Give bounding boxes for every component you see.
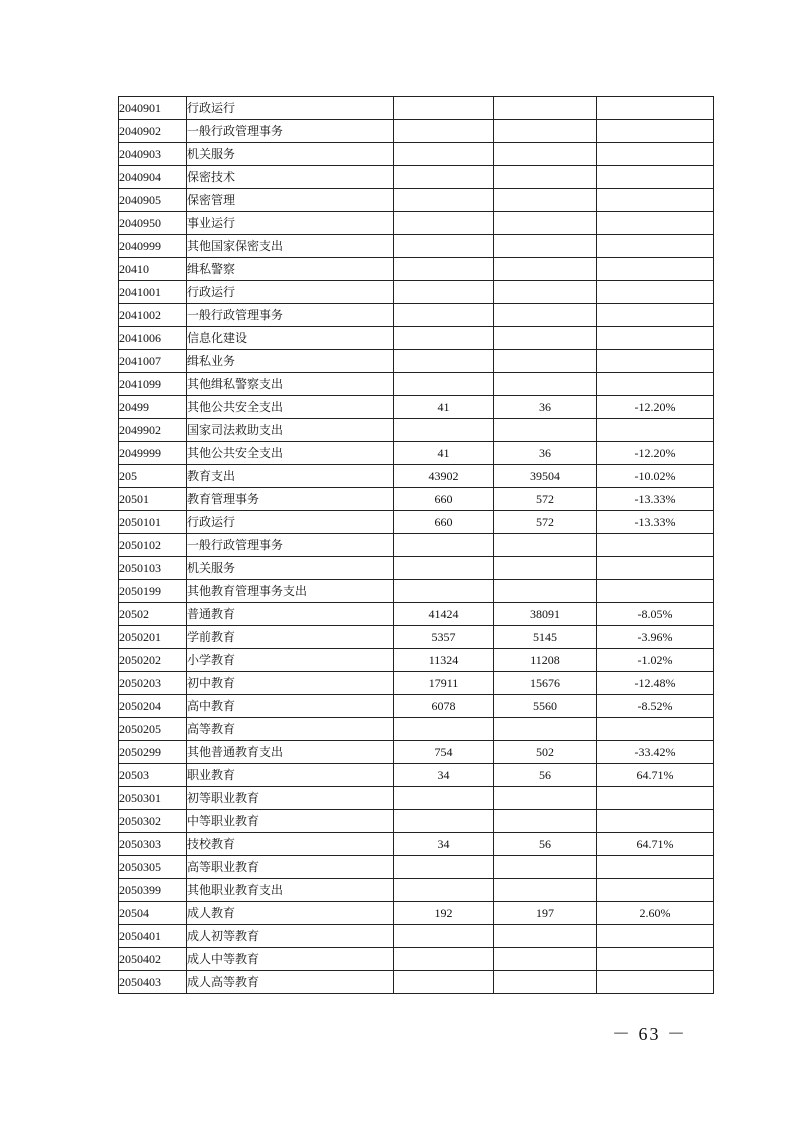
row-value-curr: 5145 xyxy=(494,626,597,649)
row-name: 行政运行 xyxy=(187,281,394,304)
row-change-pct xyxy=(597,373,714,396)
row-value-prev: 41424 xyxy=(394,603,494,626)
row-value-prev xyxy=(394,120,494,143)
row-code: 2050399 xyxy=(119,879,187,902)
row-value-prev xyxy=(394,971,494,994)
row-value-curr: 502 xyxy=(494,741,597,764)
table-row xyxy=(119,603,714,626)
row-name: 保密管理 xyxy=(187,189,394,212)
row-change-pct xyxy=(597,235,714,258)
row-code: 2050103 xyxy=(119,557,187,580)
table-row xyxy=(119,856,714,879)
table-row xyxy=(119,373,714,396)
table-row xyxy=(119,258,714,281)
table-row xyxy=(119,833,714,856)
table-row xyxy=(119,350,714,373)
row-value-curr xyxy=(494,810,597,833)
row-value-curr: 39504 xyxy=(494,465,597,488)
row-code: 20504 xyxy=(119,902,187,925)
row-name: 成人中等教育 xyxy=(187,948,394,971)
row-value-prev xyxy=(394,304,494,327)
row-change-pct xyxy=(597,925,714,948)
row-name: 一般行政管理事务 xyxy=(187,120,394,143)
row-value-curr: 56 xyxy=(494,833,597,856)
row-value-prev: 660 xyxy=(394,488,494,511)
row-code: 205 xyxy=(119,465,187,488)
page-number: － 63 － xyxy=(612,1024,687,1044)
row-name: 国家司法救助支出 xyxy=(187,419,394,442)
table-row xyxy=(119,649,714,672)
table-row xyxy=(119,120,714,143)
row-name: 初中教育 xyxy=(187,672,394,695)
row-code: 2049902 xyxy=(119,419,187,442)
row-change-pct xyxy=(597,787,714,810)
row-change-pct xyxy=(597,971,714,994)
row-change-pct xyxy=(597,97,714,120)
table-row xyxy=(119,465,714,488)
row-value-prev: 192 xyxy=(394,902,494,925)
row-value-prev: 41 xyxy=(394,442,494,465)
row-code: 20499 xyxy=(119,396,187,419)
table-row xyxy=(119,626,714,649)
row-change-pct xyxy=(597,212,714,235)
row-value-curr xyxy=(494,580,597,603)
table-row xyxy=(119,787,714,810)
row-value-prev xyxy=(394,258,494,281)
table-row xyxy=(119,879,714,902)
row-code: 2050299 xyxy=(119,741,187,764)
row-code: 2050403 xyxy=(119,971,187,994)
row-change-pct xyxy=(597,350,714,373)
row-value-prev: 17911 xyxy=(394,672,494,695)
row-code: 20410 xyxy=(119,258,187,281)
row-value-prev: 754 xyxy=(394,741,494,764)
row-name: 其他公共安全支出 xyxy=(187,396,394,419)
row-value-curr: 197 xyxy=(494,902,597,925)
table-row xyxy=(119,143,714,166)
row-value-prev: 660 xyxy=(394,511,494,534)
row-code: 2050205 xyxy=(119,718,187,741)
row-value-curr xyxy=(494,120,597,143)
table-row xyxy=(119,419,714,442)
row-change-pct: -13.33% xyxy=(597,511,714,534)
row-name: 一般行政管理事务 xyxy=(187,534,394,557)
row-code: 2050204 xyxy=(119,695,187,718)
row-value-prev: 5357 xyxy=(394,626,494,649)
row-code: 2050401 xyxy=(119,925,187,948)
row-value-curr: 572 xyxy=(494,511,597,534)
row-name: 高等教育 xyxy=(187,718,394,741)
row-code: 2041007 xyxy=(119,350,187,373)
row-change-pct: -12.48% xyxy=(597,672,714,695)
row-change-pct xyxy=(597,948,714,971)
row-code: 2050302 xyxy=(119,810,187,833)
row-name: 成人初等教育 xyxy=(187,925,394,948)
table-row xyxy=(119,971,714,994)
row-code: 2050203 xyxy=(119,672,187,695)
row-value-curr: 15676 xyxy=(494,672,597,695)
table-row xyxy=(119,166,714,189)
row-value-prev xyxy=(394,327,494,350)
row-value-prev xyxy=(394,718,494,741)
table-row xyxy=(119,741,714,764)
row-change-pct: -33.42% xyxy=(597,741,714,764)
row-change-pct: 2.60% xyxy=(597,902,714,925)
row-value-prev xyxy=(394,235,494,258)
row-value-curr xyxy=(494,350,597,373)
row-value-curr xyxy=(494,419,597,442)
row-code: 20502 xyxy=(119,603,187,626)
row-name: 中等职业教育 xyxy=(187,810,394,833)
row-name: 教育支出 xyxy=(187,465,394,488)
row-code: 2041001 xyxy=(119,281,187,304)
row-change-pct: -8.52% xyxy=(597,695,714,718)
row-name: 高中教育 xyxy=(187,695,394,718)
row-change-pct xyxy=(597,718,714,741)
row-name: 其他公共安全支出 xyxy=(187,442,394,465)
row-code: 2040901 xyxy=(119,97,187,120)
row-value-prev xyxy=(394,879,494,902)
row-name: 行政运行 xyxy=(187,511,394,534)
table-row xyxy=(119,442,714,465)
table-row xyxy=(119,672,714,695)
row-value-curr xyxy=(494,787,597,810)
table-row xyxy=(119,396,714,419)
table-row xyxy=(119,764,714,787)
row-change-pct: -12.20% xyxy=(597,442,714,465)
row-value-curr xyxy=(494,235,597,258)
table-row xyxy=(119,304,714,327)
row-name: 初等职业教育 xyxy=(187,787,394,810)
table-row xyxy=(119,235,714,258)
table-row xyxy=(119,925,714,948)
table-row xyxy=(119,695,714,718)
row-value-prev xyxy=(394,580,494,603)
row-value-prev: 11324 xyxy=(394,649,494,672)
row-value-prev: 41 xyxy=(394,396,494,419)
row-change-pct xyxy=(597,120,714,143)
row-change-pct: -8.05% xyxy=(597,603,714,626)
row-value-curr xyxy=(494,258,597,281)
row-code: 2041006 xyxy=(119,327,187,350)
row-code: 2050101 xyxy=(119,511,187,534)
row-change-pct: -10.02% xyxy=(597,465,714,488)
row-change-pct: -1.02% xyxy=(597,649,714,672)
row-value-curr: 38091 xyxy=(494,603,597,626)
row-name: 其他国家保密支出 xyxy=(187,235,394,258)
row-value-curr: 36 xyxy=(494,442,597,465)
row-value-curr xyxy=(494,856,597,879)
row-name: 行政运行 xyxy=(187,97,394,120)
budget-table-body xyxy=(119,97,714,994)
table-row xyxy=(119,511,714,534)
budget-table xyxy=(118,96,714,994)
row-code: 2040950 xyxy=(119,212,187,235)
row-value-prev xyxy=(394,189,494,212)
row-change-pct: 64.71% xyxy=(597,833,714,856)
table-row xyxy=(119,189,714,212)
table-row xyxy=(119,488,714,511)
row-name: 其他职业教育支出 xyxy=(187,879,394,902)
row-value-curr: 36 xyxy=(494,396,597,419)
row-value-curr xyxy=(494,971,597,994)
row-code: 20501 xyxy=(119,488,187,511)
row-change-pct xyxy=(597,258,714,281)
row-change-pct xyxy=(597,327,714,350)
table-row xyxy=(119,212,714,235)
row-value-prev xyxy=(394,810,494,833)
row-value-curr xyxy=(494,212,597,235)
row-code: 2050303 xyxy=(119,833,187,856)
row-value-curr xyxy=(494,304,597,327)
row-code: 2050202 xyxy=(119,649,187,672)
table-row xyxy=(119,327,714,350)
row-name: 普通教育 xyxy=(187,603,394,626)
row-code: 2049999 xyxy=(119,442,187,465)
table-row xyxy=(119,281,714,304)
row-name: 缉私业务 xyxy=(187,350,394,373)
row-value-curr xyxy=(494,166,597,189)
row-change-pct xyxy=(597,580,714,603)
row-change-pct xyxy=(597,879,714,902)
row-value-prev xyxy=(394,373,494,396)
row-name: 职业教育 xyxy=(187,764,394,787)
row-change-pct: -12.20% xyxy=(597,396,714,419)
table-row xyxy=(119,580,714,603)
row-change-pct xyxy=(597,534,714,557)
row-name: 机关服务 xyxy=(187,143,394,166)
row-name: 一般行政管理事务 xyxy=(187,304,394,327)
row-change-pct xyxy=(597,557,714,580)
row-value-curr xyxy=(494,948,597,971)
row-change-pct xyxy=(597,810,714,833)
row-change-pct xyxy=(597,281,714,304)
row-value-prev xyxy=(394,166,494,189)
row-value-prev xyxy=(394,948,494,971)
row-value-curr: 56 xyxy=(494,764,597,787)
row-value-curr: 5560 xyxy=(494,695,597,718)
row-name: 事业运行 xyxy=(187,212,394,235)
table-row xyxy=(119,97,714,120)
row-value-prev xyxy=(394,281,494,304)
row-value-prev xyxy=(394,350,494,373)
row-value-curr xyxy=(494,557,597,580)
row-code: 20503 xyxy=(119,764,187,787)
row-change-pct: -13.33% xyxy=(597,488,714,511)
row-name: 其他普通教育支出 xyxy=(187,741,394,764)
row-value-prev xyxy=(394,557,494,580)
row-change-pct xyxy=(597,189,714,212)
row-value-curr xyxy=(494,189,597,212)
table-row xyxy=(119,718,714,741)
row-value-curr xyxy=(494,534,597,557)
row-value-prev xyxy=(394,534,494,557)
row-change-pct xyxy=(597,166,714,189)
row-code: 2050199 xyxy=(119,580,187,603)
row-name: 成人教育 xyxy=(187,902,394,925)
row-value-curr xyxy=(494,718,597,741)
row-name: 信息化建设 xyxy=(187,327,394,350)
row-change-pct xyxy=(597,143,714,166)
row-change-pct xyxy=(597,304,714,327)
row-name: 缉私警察 xyxy=(187,258,394,281)
row-name: 成人高等教育 xyxy=(187,971,394,994)
row-value-prev xyxy=(394,143,494,166)
row-code: 2040902 xyxy=(119,120,187,143)
row-value-prev: 43902 xyxy=(394,465,494,488)
row-change-pct: -3.96% xyxy=(597,626,714,649)
row-value-curr xyxy=(494,327,597,350)
row-code: 2040904 xyxy=(119,166,187,189)
row-value-prev: 6078 xyxy=(394,695,494,718)
row-name: 高等职业教育 xyxy=(187,856,394,879)
row-code: 2050102 xyxy=(119,534,187,557)
row-value-curr xyxy=(494,879,597,902)
row-code: 2040903 xyxy=(119,143,187,166)
row-code: 2050201 xyxy=(119,626,187,649)
row-value-prev xyxy=(394,925,494,948)
row-value-curr: 11208 xyxy=(494,649,597,672)
row-name: 小学教育 xyxy=(187,649,394,672)
row-value-curr xyxy=(494,143,597,166)
row-value-curr xyxy=(494,281,597,304)
row-value-prev xyxy=(394,787,494,810)
row-value-curr xyxy=(494,925,597,948)
table-row xyxy=(119,948,714,971)
row-value-prev xyxy=(394,419,494,442)
row-code: 2041002 xyxy=(119,304,187,327)
row-value-prev xyxy=(394,212,494,235)
row-value-prev: 34 xyxy=(394,764,494,787)
table-row xyxy=(119,902,714,925)
row-name: 技校教育 xyxy=(187,833,394,856)
row-name: 学前教育 xyxy=(187,626,394,649)
row-code: 2041099 xyxy=(119,373,187,396)
row-value-curr: 572 xyxy=(494,488,597,511)
row-change-pct xyxy=(597,856,714,879)
row-change-pct: 64.71% xyxy=(597,764,714,787)
row-value-prev xyxy=(394,856,494,879)
table-row xyxy=(119,557,714,580)
row-change-pct xyxy=(597,419,714,442)
row-code: 2050301 xyxy=(119,787,187,810)
row-code: 2040999 xyxy=(119,235,187,258)
table-row xyxy=(119,810,714,833)
row-code: 2050402 xyxy=(119,948,187,971)
row-code: 2050305 xyxy=(119,856,187,879)
row-value-prev: 34 xyxy=(394,833,494,856)
row-name: 其他缉私警察支出 xyxy=(187,373,394,396)
row-name: 机关服务 xyxy=(187,557,394,580)
row-value-prev xyxy=(394,97,494,120)
row-name: 保密技术 xyxy=(187,166,394,189)
row-name: 其他教育管理事务支出 xyxy=(187,580,394,603)
row-value-curr xyxy=(494,97,597,120)
row-name: 教育管理事务 xyxy=(187,488,394,511)
table-row xyxy=(119,534,714,557)
row-code: 2040905 xyxy=(119,189,187,212)
row-value-curr xyxy=(494,373,597,396)
